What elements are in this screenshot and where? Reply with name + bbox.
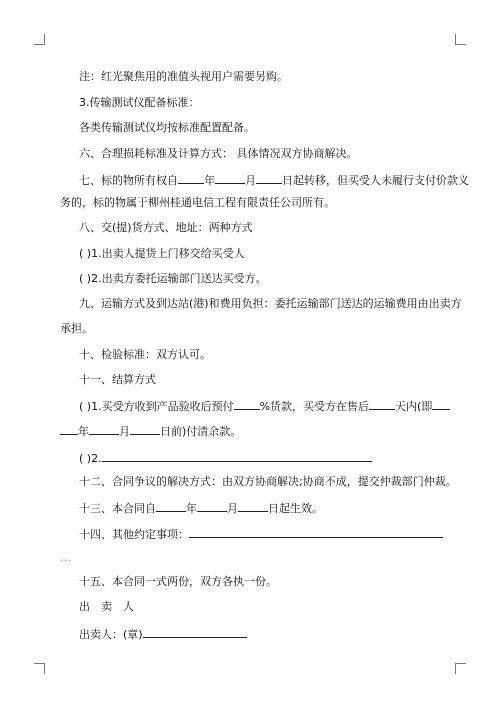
- section-14: [79, 526, 443, 542]
- option-2-text: ( )2.: [79, 452, 102, 465]
- section-13-year: 年: [186, 502, 197, 515]
- month-blank-3[interactable]: [197, 500, 227, 512]
- option-1-year: 年: [78, 425, 89, 438]
- option-1-text-b: %货款，买受方在售后: [259, 400, 370, 413]
- crop-mark-bottom-left: [34, 663, 45, 674]
- section-7-line-2: 务的，标的物属于柳州桂通电信工程有限责任公司所有。: [60, 196, 335, 209]
- crop-mark-bottom-right: [455, 663, 466, 674]
- section-9-line-1: 九、运输方式及到达站(港)和费用负担：委托运输部门送达的运输费用由出卖方: [79, 297, 462, 310]
- section-13-day: 日起生效。: [268, 502, 323, 515]
- section-8-option-1: ( )1.出卖人提货上门移交给买受人: [79, 247, 245, 260]
- crop-mark-top-right: [455, 34, 466, 45]
- section-11-option-2: [79, 450, 372, 466]
- crop-mark-top-left: [34, 34, 45, 45]
- section-7-month: 月: [245, 174, 256, 187]
- option-2-blank[interactable]: [102, 450, 372, 462]
- section-7-year: 年: [204, 174, 215, 187]
- seller-signature-label: 出卖人：(章): [79, 628, 143, 641]
- section-8-option-2: ( )2.出卖方委托运输部门送达买受方。: [79, 272, 267, 285]
- section-13: [79, 500, 323, 516]
- note-line: 注：红光聚焦用的准值头视用户需要另购。: [79, 70, 288, 83]
- date-blank-tail[interactable]: [432, 398, 450, 410]
- day-blank-3[interactable]: [238, 500, 268, 512]
- option-1-text-c: 天内(即: [395, 400, 433, 413]
- year-blank[interactable]: [178, 172, 204, 184]
- section-14-text: 十四、其他约定事项：: [79, 528, 189, 541]
- section-9-line-2: 承担。: [60, 322, 93, 335]
- section-10: 十、检验标准：双方认可。: [79, 348, 211, 361]
- section-7-text-a: 七、标的物所有权自: [79, 174, 178, 187]
- seller-signature: [79, 626, 247, 642]
- other-terms-blank[interactable]: [189, 526, 443, 538]
- seller-signature-blank[interactable]: [143, 626, 247, 638]
- section-11: 十一、结算方式: [79, 373, 156, 386]
- seller-title: 出 卖 人: [79, 600, 134, 613]
- year-blank-3[interactable]: [156, 500, 186, 512]
- section-14-continuation: …: [60, 551, 71, 564]
- section-6: 六、合理损耗标准及计算方式： 具体情况双方协商解决。: [79, 147, 358, 160]
- days-blank[interactable]: [369, 398, 395, 410]
- section-11-option-1: [79, 398, 450, 414]
- year-blank-2[interactable]: [60, 423, 78, 435]
- month-blank[interactable]: [215, 172, 245, 184]
- section-11-option-1-cont: [60, 423, 241, 439]
- section-3-body: 各类传输测试仪均按标准配置配备。: [79, 121, 255, 134]
- section-8: 八、交(提)货方式、地址：两种方式: [79, 221, 253, 234]
- day-blank[interactable]: [256, 172, 282, 184]
- option-1-day: 日前)付清余款。: [160, 425, 242, 438]
- section-13-text-a: 十三、本合同自: [79, 502, 156, 515]
- section-3-heading: 3.传输测试仪配备标准：: [79, 96, 200, 109]
- day-blank-2[interactable]: [130, 423, 160, 435]
- section-13-month: 月: [227, 502, 238, 515]
- month-blank-2[interactable]: [89, 423, 119, 435]
- percent-blank[interactable]: [234, 398, 260, 410]
- section-15: 十五、本合同一式两份，双方各执一份。: [79, 575, 277, 588]
- section-12: 十二、合同争议的解决方式：由双方协商解决;协商不成，提交仲裁部门仲裁。: [79, 475, 457, 488]
- section-7-line-1: [79, 172, 469, 188]
- section-7-text-b: 日起转移，但买受人未履行支付价款义: [282, 174, 469, 187]
- option-1-month: 月: [119, 425, 130, 438]
- option-1-text-a: ( )1.买受方收到产品验收后预付: [79, 400, 234, 413]
